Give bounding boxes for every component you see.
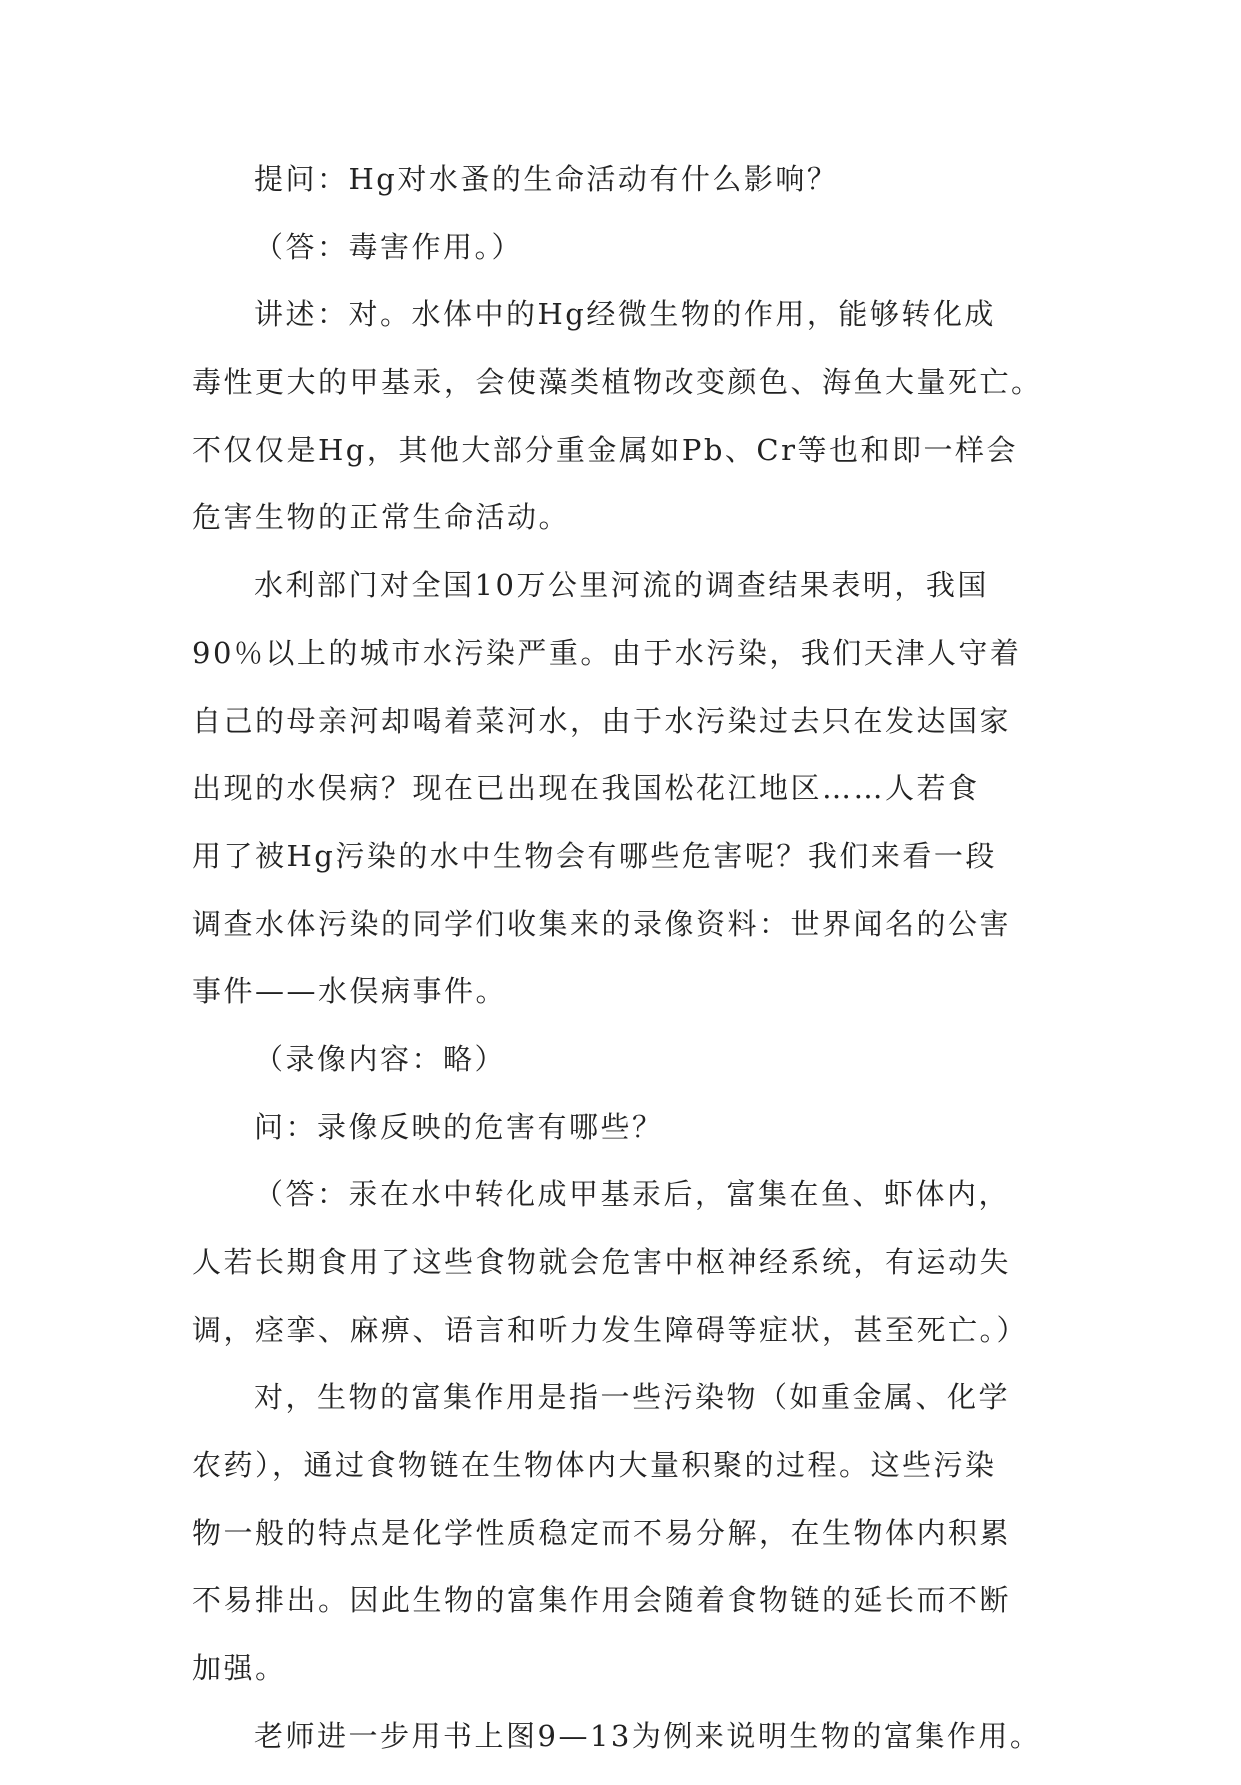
text-line: 危害生物的正常生命活动。 <box>192 500 571 535</box>
text-line: 毒性更大的甲基汞，会使藻类植物改变颜色、海鱼大量死亡。 <box>192 365 1043 400</box>
text-line: 讲述：对。水体中的Hg经微生物的作用，能够转化成 <box>254 297 996 332</box>
text-line: 提问：Hg对水蚤的生命活动有什么影响？ <box>254 162 839 196</box>
text-line: 出现的水俣病？现在已出现在我国松花江地区……人若食 <box>192 771 980 806</box>
text-line: 不易排出。因此生物的富集作用会随着食物链的延长而不断 <box>192 1583 1012 1618</box>
text-line: 自己的母亲河却喝着菜河水，由于水污染过去只在发达国家 <box>192 703 1012 738</box>
text-line: 90％以上的城市水污染严重。由于水污染，我们天津人守着 <box>192 635 1022 670</box>
text-line: 老师进一步用书上图9—13为例来说明生物的富集作用。 <box>254 1718 1042 1753</box>
text-line: 不仅仅是Hg，其他大部分重金属如Pb、Cr等也和即一样会 <box>192 432 1018 467</box>
text-line: （答：汞在水中转化成甲基汞后，富集在鱼、虾体内， <box>254 1177 1011 1212</box>
text-line: （录像内容：略） <box>254 1041 507 1076</box>
text-line: 水利部门对全国10万公里河流的调查结果表明，我国 <box>254 568 989 603</box>
text-line: 调，痉挛、麻痹、语言和听力发生障碍等症状，甚至死亡。） <box>192 1312 1029 1347</box>
text-line: （答：毒害作用。） <box>254 229 524 264</box>
text-line: 物一般的特点是化学性质稳定而不易分解，在生物体内积累 <box>192 1515 1012 1550</box>
document-body <box>192 160 1052 1785</box>
text-line: 加强。 <box>192 1651 287 1686</box>
text-line: 问：录像反映的危害有哪些？ <box>254 1109 664 1144</box>
text-line: 事件——水俣病事件。 <box>192 974 508 1009</box>
text-line: 人若长期食用了这些食物就会危害中枢神经系统，有运动失 <box>192 1245 1012 1279</box>
text-line: 调查水体污染的同学们收集来的录像资料：世界闻名的公害 <box>192 906 1012 941</box>
text-line: 农药），通过食物链在生物体内大量积聚的过程。这些污染 <box>192 1448 997 1483</box>
text-line: 对，生物的富集作用是指一些污染物（如重金属、化学 <box>254 1380 1011 1415</box>
text-line: 用了被Hg污染的水中生物会有哪些危害呢？我们来看一段 <box>192 838 997 873</box>
